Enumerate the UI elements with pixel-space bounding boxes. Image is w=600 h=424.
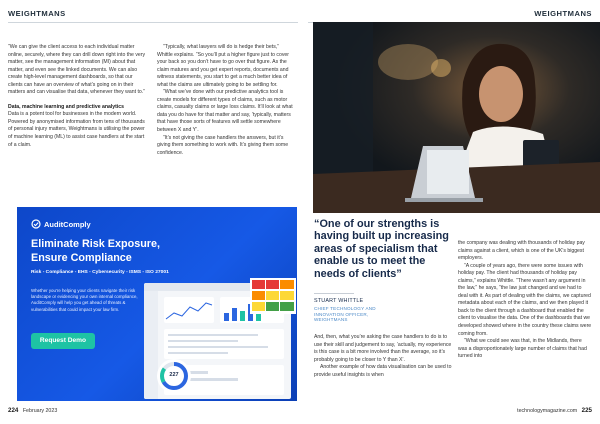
article-photo	[313, 22, 600, 213]
ad-title	[31, 238, 281, 265]
left-footer	[8, 407, 57, 414]
body-paragraph: And, then, what you’re asking the case handlers to do is to use their skill and judgement to say, ‘actually, my experience is this case is a bit more involved than the average, so it’s probably going to be closer to Y than X’.	[314, 334, 452, 363]
body-paragraph: “What we’ve done with our predictive analytics tool is create models for different types of claims, such as motor claims, casualty claims or large loss claims. It’ll look at what data you do have for that matter and say, ‘typically, matters that have those sorts of features will settle somewhere between X and Y’.	[157, 89, 293, 134]
right-page-number: 225	[581, 407, 592, 414]
body-paragraph: Data is a potent tool for businesses in the modern world. Powered by anonymised information from tens of thousands of personal injury matters, Weightmans is utilising the power of machine learning (ML) to assist case handlers at the start of a claim.	[8, 111, 145, 148]
role-line: INNOVATION OFFICER,	[314, 311, 369, 317]
body-paragraph: Another example of how data visualisation can be used to provide useful insights is when	[314, 364, 452, 378]
body-paragraph: the company was dealing with thousands of holiday pay claims against a client, which is one of the UK’s biggest employers.	[458, 240, 585, 262]
gauge-value: 227	[169, 372, 179, 378]
pull-quote: “One of our strengths is having built up increasing areas of specialism that enable us to meet the needs of clients”	[314, 218, 449, 280]
auditcomply-logo-icon	[31, 219, 41, 229]
role-line: WEIGHTMANS	[314, 317, 348, 323]
left-header-rule	[8, 22, 298, 23]
person-at-laptop-photo	[313, 22, 600, 213]
body-paragraph: “It’s not giving the case handlers the answers, but it’s giving them something to work with. It’s giving them some confidence.	[157, 134, 289, 156]
quote-author-role	[314, 306, 444, 323]
ad-logo-text: AuditComply	[44, 219, 91, 229]
left-column-1	[8, 44, 147, 149]
ad-title-line: Eliminate Risk Exposure,	[31, 238, 161, 250]
role-line: CHIEF TECHNOLOGY AND	[314, 306, 376, 311]
left-header-brand: WEIGHTMANS	[8, 9, 66, 18]
request-demo-button[interactable]: Request Demo	[31, 333, 95, 349]
risk-heatmap-icon	[250, 278, 296, 314]
subheading: Data, machine learning and predictive analytics	[8, 103, 124, 110]
left-page-number: 224	[8, 407, 19, 414]
body-paragraph: “A couple of years ago, there were some issues with holiday pay. The client had thousands of holiday pay claims,” explains Whittle. “There wasn’t any argument in the law,” he says, “the law just changed and we had to deal with it. As part of dealing with the claims, we captured metadata about each of the claims, and we then played it back to the client through a dashboard that enabled the client to visualise the data. One of the dashboards that we developed showed where in the country these claims were coming from.	[458, 262, 592, 337]
body-paragraph: “Typically, what lawyers will do is hedge their bets,” Whittle explains. “So you’ll put a higher figure just to cover your back so you don’t have to go over that figure. As the claim matures and you get expert reports, documents and witness statements, you start to get a much better idea of what the claims are ultimately going to be settling for.	[157, 44, 290, 88]
ad-logo	[31, 219, 91, 229]
ad-title-line: Ensure Compliance	[31, 251, 132, 264]
left-column-2	[157, 44, 296, 157]
right-column-1	[314, 334, 452, 379]
right-header-brand: WEIGHTMANS	[534, 9, 592, 18]
ad-body-text: Whether you’re helping your clients navigate their risk landscape or evidencing your own internal compliance, AuditComply will help you get ahead of threats & vulnerabilities that could impact your law firm.	[31, 288, 138, 312]
right-column-2	[458, 240, 592, 361]
magazine-site: technologymagazine.com	[517, 408, 578, 414]
quote-divider	[314, 293, 354, 294]
ad-tagline: Risk - Compliance - EHS - Cybersecurity - ISMS - ISO 27001	[31, 270, 169, 275]
gauge-widget	[157, 359, 191, 393]
body-paragraph: “What we could see was that, in the Midlands, there was a disproportionately large number of claims that had turned into	[458, 338, 587, 360]
issue-date: February 2023	[22, 408, 58, 414]
quote-author-name: STUART WHITTLE	[314, 298, 364, 304]
right-footer	[517, 407, 592, 414]
body-paragraph: “We can give the client access to each individual matter online, securely, where they can drill down right into the very matter, see the management information (MI) about that matter, and even see the linked documents. We can also create high-level management dashboards, so that our clients can have an overview of what’s going on in their matters and can visualise that data, whenever they want to.”	[8, 44, 146, 96]
auditcomply-advertisement[interactable]	[17, 207, 297, 401]
